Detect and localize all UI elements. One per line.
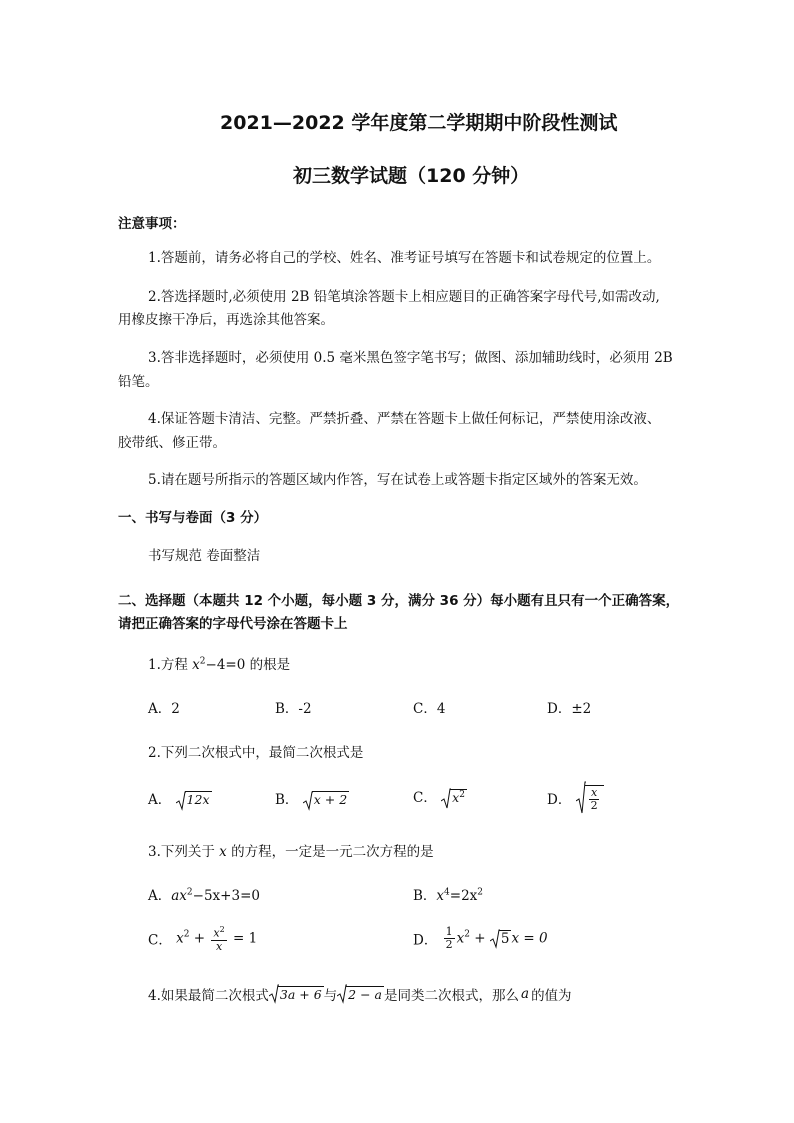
- note-item-1: 1.答题前，请务必将自己的学校、姓名、准考证号填写在答题卡和试卷规定的位置上。: [148, 250, 661, 266]
- q1-option-a: A．2: [148, 701, 180, 717]
- q1-prefix: 1.方程: [148, 657, 193, 673]
- exam-title: 2021—2022 学年度第二学期期中阶段性测试: [220, 112, 618, 134]
- q3-c-x: x: [176, 930, 184, 947]
- q2-radicand-a: 12x: [186, 792, 210, 807]
- q2-denominator-d: 2: [590, 798, 598, 812]
- q4-suffix-b: 的值为: [531, 988, 572, 1004]
- q3-d-numerator: 1: [445, 925, 453, 938]
- q2-radicand-c-wrap: [450, 789, 467, 805]
- question-2-stem: 2.下列二次根式中，最简二次根式是: [148, 745, 364, 761]
- q3-b-exp-1: 4: [444, 887, 450, 898]
- note-item-3-line1: 3.答非选择题时，必须使用 0.5 毫米黑色签字笔书写；做图、添加辅助线时，必须用 2B: [148, 350, 673, 366]
- q3-c-eq: = 1: [228, 930, 258, 947]
- q1-option-b: B．-2: [275, 701, 312, 717]
- q2-exp-c: 2: [459, 789, 465, 800]
- note-item-3-line2: 铅笔。: [118, 374, 159, 390]
- q1-option-d: D．±2: [547, 701, 592, 717]
- q3-b-exp-2: 2: [477, 887, 484, 898]
- q3-c-exp: 2: [183, 929, 190, 940]
- question-1-stem: [148, 653, 290, 673]
- q2-radicand-c: x: [452, 790, 460, 805]
- q3-c-numerator: [211, 924, 226, 941]
- q3-option-d: [413, 926, 548, 951]
- q2-radicand-b: x + 2: [313, 792, 348, 807]
- q2-option-d: [547, 781, 604, 815]
- q1-var: x: [192, 657, 200, 673]
- q4-suffix-a: 是同类二次根式，那么: [384, 988, 519, 1004]
- q2-option-c: [413, 786, 467, 810]
- section1-body: 书写规范 卷面整洁: [148, 548, 261, 564]
- q2-radicand-d-wrap: [585, 785, 604, 812]
- note-item-2-line2: 用橡皮擦干净后，再选涂其他答案。: [118, 312, 334, 328]
- q4-prefix: 4.如果最简二次根式: [148, 988, 269, 1004]
- notes-heading: 注意事项：: [118, 216, 186, 232]
- q3-c-num-exp: 2: [219, 925, 225, 934]
- q3-c-fraction: [211, 924, 226, 953]
- q4-var: a: [521, 986, 530, 1002]
- q1-suffix: −4=0 的根是: [205, 657, 291, 673]
- q2-option-b: [275, 788, 349, 811]
- q3-d-tail: x = 0: [511, 930, 548, 947]
- q4-mid: 与: [323, 988, 338, 1004]
- q3-a-exp: 2: [186, 887, 193, 898]
- q3-d-exp: 2: [464, 929, 470, 940]
- q3-label-d: D．: [413, 932, 438, 949]
- section1-heading: 一、书写与卷面（3 分）: [118, 510, 268, 526]
- q3-stem-b: 的方程，一定是一元二次方程的是: [226, 844, 434, 860]
- note-item-4-line1: 4.保证答题卡清洁、完整。严禁折叠、严禁在答题卡上做任何标记，严禁使用涂改液、: [148, 411, 661, 427]
- question-3-stem: [148, 840, 434, 860]
- q3-d-fraction: [444, 926, 455, 951]
- section2-heading-line2: 请把正确答案的字母代号涂在答题卡上: [118, 616, 348, 632]
- q3-d-radicand: 5: [500, 930, 510, 947]
- note-item-2-line1: 2.答选择题时,必须使用 2B 铅笔填涂答题卡上相应题目的正确答案字母代号,如需改动,: [148, 289, 660, 305]
- q3-c-num-x: x: [213, 926, 220, 940]
- q4-radicand-2: 2 − a: [348, 986, 382, 1002]
- q3-stem-a: 3.下列关于: [148, 844, 220, 860]
- note-item-4-line2: 胶带纸、修正带。: [118, 435, 226, 451]
- q2-label-b: B．: [275, 792, 299, 808]
- section2-heading-line1: 二、选择题（本题共 12 个小题，每小题 3 分，满分 36 分）每小题有且只有一个正确答案，: [118, 593, 680, 609]
- q2-option-a: [148, 788, 212, 811]
- question-4-stem: [148, 984, 572, 1004]
- q2-label-d: D．: [547, 792, 572, 808]
- q3-a-part-0: ax: [171, 888, 187, 904]
- q3-a-part-2: −5x+3=0: [192, 888, 260, 904]
- q2-fraction-d: [589, 787, 600, 812]
- q3-var: x: [219, 844, 227, 860]
- q1-option-c: C．4: [413, 701, 446, 717]
- q3-d-x: x: [456, 930, 465, 947]
- exam-subtitle: 初三数学试题（120 分钟）: [293, 165, 530, 187]
- q3-d-denominator: 2: [445, 938, 453, 951]
- q3-label-a: A．: [148, 888, 172, 904]
- q3-option-c: [148, 924, 257, 953]
- q3-option-b: [413, 884, 483, 904]
- q3-b-part-2: =2x: [449, 888, 478, 904]
- q2-label-a: A．: [148, 792, 172, 808]
- q3-c-denominator: x: [215, 939, 223, 953]
- q1-exp: 2: [199, 656, 206, 667]
- q3-label-b: B．: [413, 888, 437, 904]
- q3-d-plus: +: [469, 930, 490, 947]
- q3-label-c: C．: [148, 932, 172, 949]
- q3-c-plus: +: [189, 930, 210, 947]
- q4-radicand-1: 3a + 6: [279, 986, 322, 1002]
- q2-label-c: C．: [413, 790, 437, 806]
- q3-option-a: [148, 884, 260, 904]
- note-item-5: 5.请在题号所指示的答题区域内作答，写在试卷上或答题卡指定区域外的答案无效。: [148, 472, 647, 488]
- q3-b-part-0: x: [436, 888, 445, 904]
- q2-numerator-d: x: [591, 785, 598, 799]
